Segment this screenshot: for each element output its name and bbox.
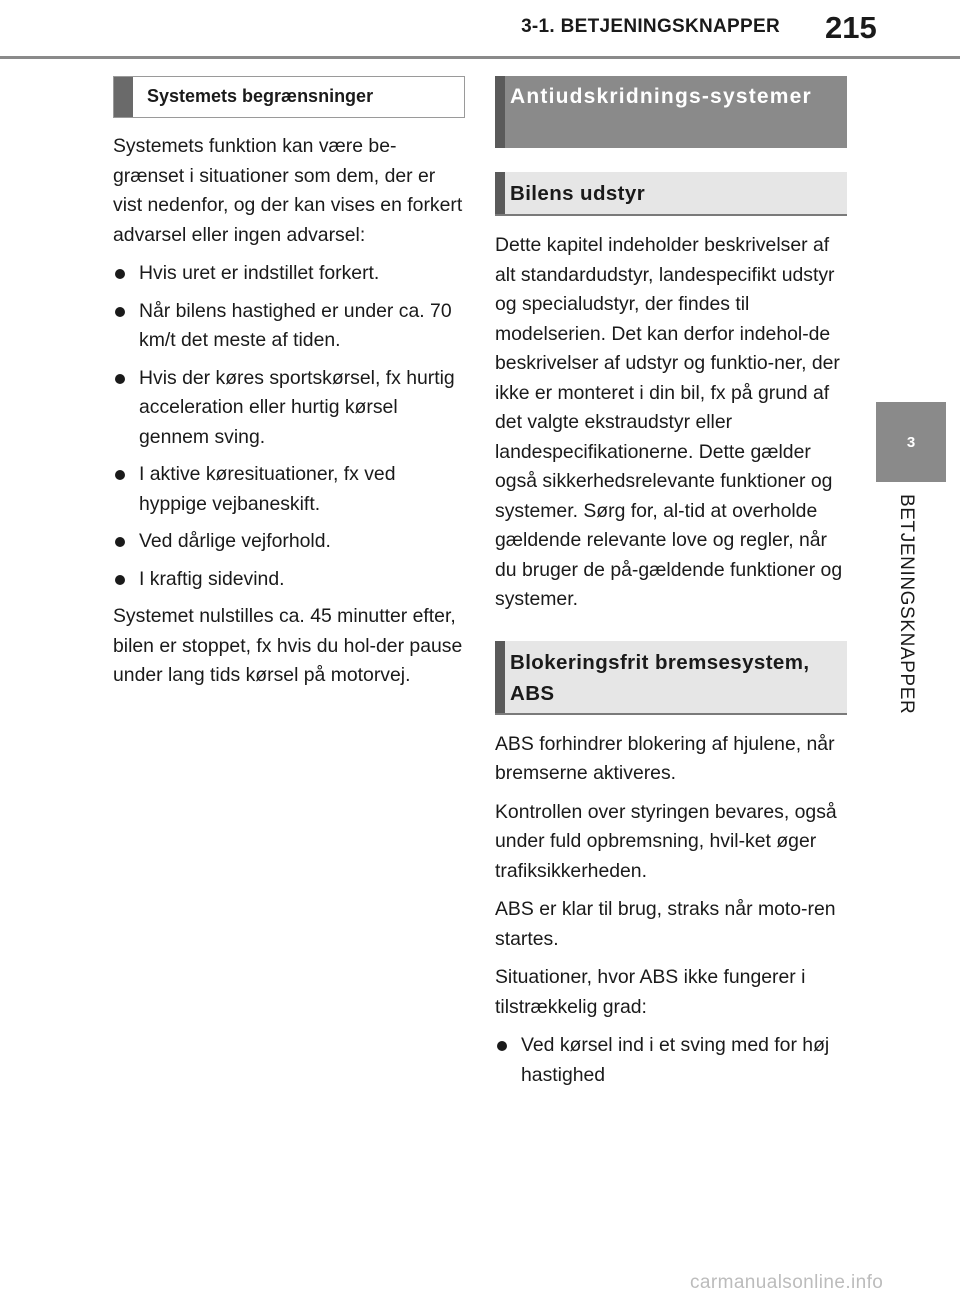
- bullet-icon: [115, 575, 125, 585]
- bullet-icon: [115, 307, 125, 317]
- list-item: [113, 460, 465, 519]
- bullet-icon: [115, 269, 125, 279]
- abs-paragraph: Situationer, hvor ABS ikke fungerer i tilstrækkelig grad:: [495, 966, 806, 1018]
- list-item: [113, 565, 465, 595]
- section-heading-box: [495, 76, 847, 148]
- abs-heading: Blokeringsfrit bremsesystem, ABS: [510, 650, 810, 705]
- equipment-heading: Bilens udstyr: [510, 182, 646, 205]
- list-item: [495, 1031, 847, 1090]
- list-item: [113, 527, 465, 557]
- chapter-title: BETJENINGSKNAPPER: [896, 494, 917, 715]
- bullet-icon: [497, 1041, 507, 1051]
- list-item-text: Når bilens hastighed er under ca. 70 km/t det meste af tiden.: [139, 299, 452, 351]
- watermark: carmanualsonline.info: [690, 1272, 884, 1293]
- equipment-heading-box: [495, 172, 847, 216]
- abs-paragraph: Kontrollen over styringen bevares, også under fuld opbremsning, hvil-ket øger trafiksikkerheden.: [495, 800, 837, 882]
- bullet-icon: [115, 537, 125, 547]
- page-number: 215: [825, 10, 877, 45]
- heading-marker: [495, 641, 505, 713]
- abs-list: [495, 1031, 847, 1090]
- limitations-heading-box: [113, 76, 465, 118]
- header-rule: [0, 56, 960, 59]
- section-title: 3-1. BETJENINGSKNAPPER: [521, 16, 780, 37]
- left-column: [113, 76, 465, 700]
- bullet-icon: [115, 470, 125, 480]
- list-item: [113, 297, 465, 356]
- limitations-heading: Systemets begrænsninger: [147, 86, 374, 106]
- chapter-number: 3: [906, 434, 916, 451]
- section-heading: Antiudskridnings-systemer: [510, 85, 812, 108]
- limitations-intro: Systemets funktion kan være be-grænset i situationer som dem, der er vist nedenfor, og der kan vises en forkert advarsel eller ingen advarsel:: [113, 135, 463, 246]
- bullet-icon: [115, 374, 125, 384]
- heading-marker: [495, 76, 505, 148]
- heading-marker: [114, 77, 133, 117]
- list-item-text: Ved kørsel ind i et sving med for høj hastighed: [521, 1034, 830, 1086]
- list-item-text: Hvis uret er indstillet forkert.: [139, 262, 380, 284]
- list-item: [113, 259, 465, 289]
- equipment-paragraph: Dette kapitel indeholder beskrivelser af alt standardudstyr, landespecifikt udstyr og specialudstyr, der findes til modelserien. Det kan derfor indehol-de beskrivelser af udstyr og funktio-ner, der ikke er monteret i din bil, fx på grund af det valgte ekstraudstyr eller landespecifikationerne. Dette gælder også sikkerhedsrelevante funktioner og systemer. Sørg for, al-tid at overholde gældende relevante love og regler, når du bruger de på-gældende funktioner og systemer.: [495, 234, 843, 610]
- list-item-text: I kraftig sidevind.: [139, 567, 285, 590]
- abs-paragraph: ABS er klar til brug, straks når moto-ren startes.: [495, 898, 836, 950]
- limitations-list: [113, 259, 465, 594]
- list-item: [113, 364, 465, 453]
- limitations-closing: Systemet nulstilles ca. 45 minutter efter, bilen er stoppet, fx hvis du hol-der pause under lang tids kørsel på motorvej.: [113, 605, 463, 686]
- heading-marker: [495, 172, 505, 214]
- abs-paragraph: ABS forhindrer blokering af hjulene, når bremserne aktiveres.: [495, 732, 835, 784]
- right-column: [495, 76, 847, 1098]
- list-item-text: Hvis der køres sportskørsel, fx hurtig acceleration eller hurtig kørsel gennem sving.: [139, 366, 455, 448]
- list-item-text: I aktive køresituationer, fx ved hyppige vejbaneskift.: [139, 463, 396, 515]
- abs-heading-box: [495, 641, 847, 715]
- list-item-text: Ved dårlige vejforhold.: [139, 530, 331, 552]
